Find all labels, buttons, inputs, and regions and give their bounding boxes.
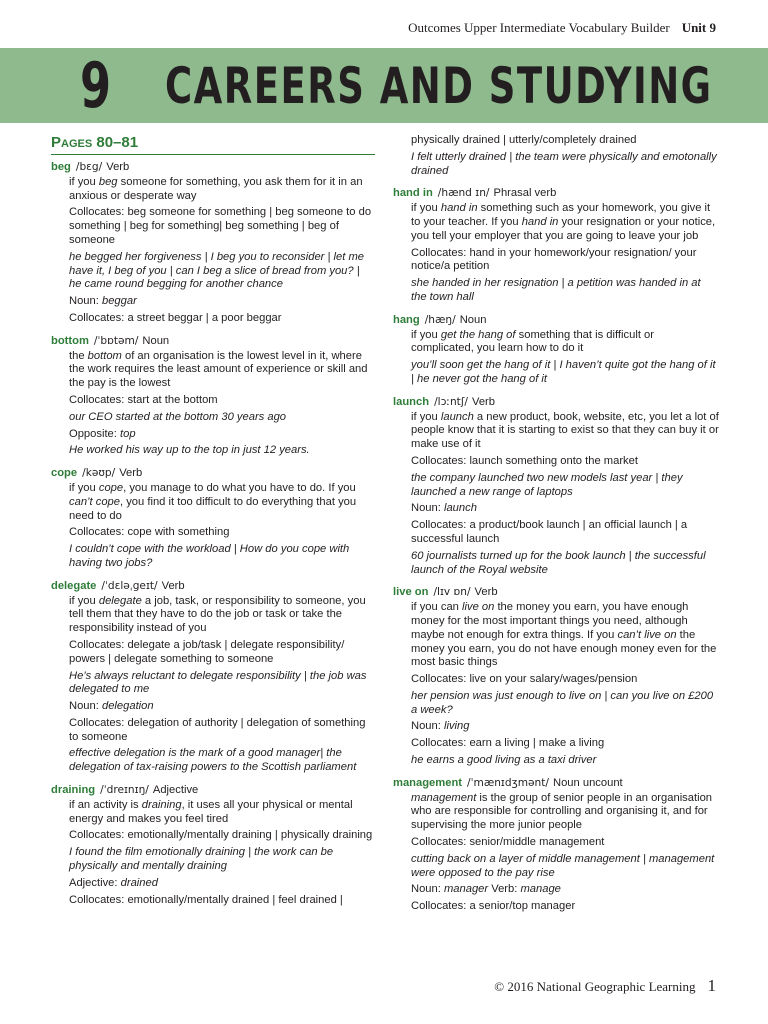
headword: bottom [51, 334, 89, 347]
section-heading: Pages 80–81 [51, 134, 375, 155]
headword: hand in [393, 187, 433, 200]
unit-label: Unit 9 [681, 20, 716, 35]
headword: cope [51, 467, 78, 480]
definition-text: if an activity is draining, it uses all your physical or mental energy and makes you feel tired [69, 798, 353, 825]
italic-term: manager [443, 883, 489, 896]
definition-text: physically drained | utterly/completely drained [411, 134, 637, 146]
italic-term: beg [98, 175, 118, 188]
definition-text: if you launch a new product, book, website, etc, you let a lot of people know that it is starting to exist so that they can buy it or make use of it [411, 410, 719, 451]
headword: beg [51, 161, 71, 173]
definition-text: Collocates: hand in your homework/your resignation/ your notice/a petition [411, 246, 697, 273]
part-of-speech: Noun uncount [553, 776, 623, 789]
italic-term: launch [440, 410, 474, 423]
definition-text: if you can live on the money you earn, you have enough money for the most important things you need, although maybe not enough for extra things. If you can’t live on the money you earn, you do not have enough money even for the most basic things [411, 601, 717, 669]
dictionary-entry [393, 134, 719, 178]
pronunciation: /ˈbɒtəm/ [93, 334, 139, 347]
book-title: Outcomes Upper Intermediate Vocabulary Builder [408, 20, 670, 35]
italic-term: draining [141, 798, 182, 811]
definition-text: if you hand in something such as your homework, you give it to your teacher. If you hand in your resignation or your notice, you tell your employer that you are going to leave your job [411, 202, 716, 242]
definition-text: Collocates: start at the bottom [69, 393, 218, 406]
pronunciation: /ˈdreɪnɪŋ/ [100, 784, 149, 797]
italic-term: launch [443, 502, 477, 515]
entry-head [51, 580, 375, 594]
pronunciation: /lɔːntʃ/ [434, 395, 468, 408]
part-of-speech: Verb [119, 467, 143, 480]
definition-text: management is the group of senior people in an organisation who are responsible for controlling and organising it, and for supervising the more junior people [411, 791, 713, 832]
footer [494, 976, 716, 996]
italic-term: drained [120, 876, 158, 889]
entry-head [51, 161, 375, 175]
dictionary-entry [393, 586, 719, 768]
part-of-speech: Verb [474, 586, 498, 599]
unit-banner [0, 48, 768, 123]
headword: management [393, 776, 463, 789]
entry-head [51, 784, 375, 798]
left-column [51, 134, 375, 916]
italic-term: beggar [101, 295, 137, 308]
example-text: the company launched two new models last year | they launched a new range of laptops [411, 471, 683, 498]
italic-term: can’t live on [617, 628, 677, 641]
part-of-speech: Noun [142, 334, 170, 347]
definition-text: Collocates: emotionally/mentally draining | physically draining [69, 829, 373, 842]
definition-text: Collocates: beg someone for something | beg someone to do something | beg for something| beg something | beg of someone [69, 206, 372, 246]
copyright: © 2016 National Geographic Learning [494, 979, 696, 994]
italic-term: hand in [440, 202, 478, 215]
italic-term: cope [98, 481, 124, 494]
italic-term: living [443, 720, 470, 733]
example-text: I couldn’t cope with the workload | How do you cope with having two jobs? [69, 543, 350, 569]
dictionary-entry [393, 777, 719, 914]
definition-text: Collocates: a product/book launch | an official launch | a successful launch [411, 519, 688, 545]
definition-text: Collocates: delegation of authority | delegation of something to someone [69, 716, 366, 743]
example-text: He worked his way up to the top in just 12 years. [69, 444, 310, 457]
definition-text: Noun: launch [411, 502, 477, 515]
example-text: I found the film emotionally draining | the work can be physically and mentally draining [69, 846, 334, 873]
part-of-speech: Verb [471, 395, 495, 408]
definition-text: Collocates: earn a living | make a living [411, 737, 605, 750]
definition-text: Collocates: delegate a job/task | delegate responsibility/ powers | delegate something to someone [69, 638, 345, 665]
entry-head [393, 314, 719, 328]
pronunciation: /lɪv ɒn/ [433, 586, 471, 599]
definition-text: Collocates: cope with something [69, 526, 230, 539]
part-of-speech: Noun [459, 313, 487, 326]
italic-term: can’t cope [69, 495, 120, 508]
italic-term: bottom [87, 349, 122, 362]
example-text: he earns a good living as a taxi driver [411, 754, 597, 767]
italic-term: delegate [98, 594, 142, 607]
example-text: her pension was just enough to live on | can you live on £200 a week? [411, 689, 714, 716]
pronunciation: /hæŋ/ [424, 313, 456, 326]
example-text: cutting back on a layer of middle management | management were opposed to the pay rise [411, 852, 715, 879]
pronunciation: /ˈdɛləˌgeɪt/ [101, 579, 158, 592]
example-text: she handed in her resignation | a petition was handed in at the town hall [411, 277, 701, 303]
unit-number: 9 [80, 49, 112, 122]
definition-text: Adjective: drained [69, 876, 158, 889]
entry-head [393, 396, 719, 410]
definition-text: Collocates: emotionally/mentally drained | feel drained | [69, 893, 343, 906]
part-of-speech: Verb [161, 579, 185, 592]
header-line [408, 20, 716, 36]
headword: live on [393, 586, 429, 599]
example-text: he begged her forgiveness | I beg you to reconsider | let me have it, I beg of you | can I beg a slice of bread from you? | he came round begging for another chance [69, 250, 364, 291]
headword: draining [51, 784, 96, 797]
entry-head [393, 777, 719, 791]
pronunciation: /hænd ɪn/ [437, 187, 490, 200]
definition-text: if you cope, you manage to do what you have to do. If you can’t cope, you find it too difficult to do everything that you need to do [69, 481, 357, 522]
headword: launch [393, 395, 430, 408]
italic-term: live on [462, 601, 495, 614]
italic-term: hand in [521, 215, 559, 228]
definition-text: Noun: delegation [69, 700, 154, 713]
example-text: effective delegation is the mark of a good manager| the delegation of tax-raising powers to the Scottish parliament [69, 747, 357, 774]
dictionary-entry [51, 161, 375, 326]
definition-text: Noun: living [411, 720, 470, 733]
pronunciation: /ˈmænɪdʒmənt/ [467, 776, 549, 789]
dictionary-entry [393, 396, 719, 578]
part-of-speech: Phrasal verb [493, 187, 557, 200]
part-of-speech: Verb [106, 161, 130, 173]
entry-head [51, 335, 375, 349]
dictionary-entry [51, 784, 375, 907]
dictionary-entry [51, 467, 375, 571]
entry-head [393, 586, 719, 600]
italic-term: top [120, 427, 136, 440]
pronunciation: /kəʊp/ [82, 467, 116, 480]
entry-head [51, 467, 375, 481]
example-text: I felt utterly drained | the team were physically and emotonally drained [411, 150, 717, 177]
pronunciation: /bɛg/ [75, 161, 103, 173]
definition-text: Opposite: top [69, 427, 136, 440]
definition-text: if you get the hang of something that is difficult or complicated, you learn how to do it [411, 328, 654, 355]
entry-head [393, 187, 719, 201]
dictionary-entry [393, 314, 719, 387]
definition-text: Collocates: launch something onto the market [411, 454, 638, 467]
dictionary-entry [51, 580, 375, 775]
right-column [393, 134, 719, 923]
dictionary-entry [51, 335, 375, 458]
italic-term: get the hang of [440, 328, 516, 341]
example-text: 60 journalists turned up for the book launch | the successful launch of the Royal website [411, 549, 706, 576]
italic-term: management [411, 791, 477, 804]
unit-title: CAREERS AND STUDYING [165, 57, 713, 115]
example-text: our CEO started at the bottom 30 years ago [69, 410, 287, 423]
headword: hang [393, 313, 420, 326]
definition-text: Collocates: a senior/top manager [411, 900, 576, 913]
left-entries [51, 161, 375, 907]
definition-text: Collocates: senior/middle management [411, 836, 605, 849]
example-text: you’ll soon get the hang of it | I haven’t quite got the hang of it | he never got the hang of it [411, 359, 716, 385]
right-entries [393, 134, 719, 914]
italic-term: manage [520, 883, 561, 896]
definition-text: if you delegate a job, task, or responsibility to someone, you tell them that they have to do the job or task or take the responsibility instead of you [69, 594, 366, 635]
page-number: 1 [707, 976, 716, 995]
definition-text: Collocates: live on your salary/wages/pension [411, 673, 638, 686]
definition-text: Noun: manager Verb: manage [411, 883, 561, 896]
italic-term: delegation [101, 700, 154, 713]
definition-text: Noun: beggar [69, 295, 137, 308]
headword: delegate [51, 579, 97, 592]
dictionary-entry [393, 187, 719, 304]
definition-text: the bottom of an organisation is the lowest level in it, where the work requires the least amount of experience or skill and the pay is the lowest [69, 349, 368, 390]
example-text: He’s always reluctant to delegate responsibility | the job was delegated to me [69, 669, 367, 696]
definition-text: Collocates: a street beggar | a poor beggar [69, 311, 282, 324]
part-of-speech: Adjective [152, 784, 199, 797]
definition-text: if you beg someone for something, you ask them for it in an anxious or desperate way [69, 175, 363, 202]
